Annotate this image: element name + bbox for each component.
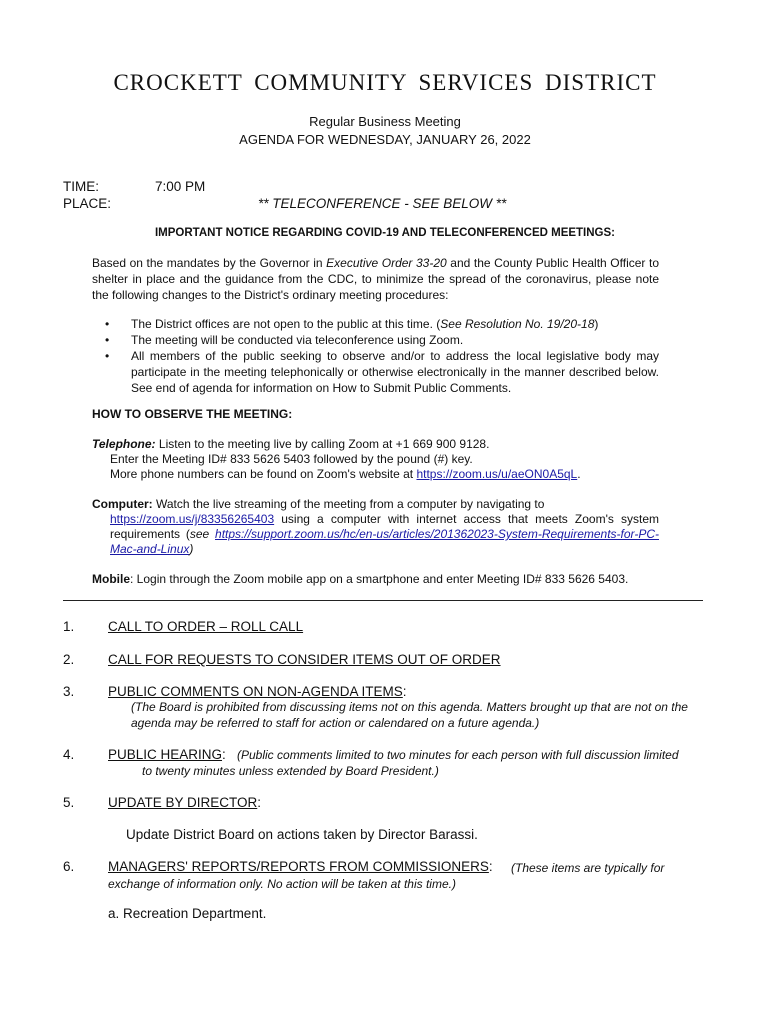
intro-text-b: and the County Public Health Officer to shelter in place and the guidance from the CDC, to minimize the spread of the coronavirus, please note the following changes to the District's ordinary meeting procedures: xyxy=(92,256,660,302)
resolution-ref: See Resolution No. 19/20-18 xyxy=(440,317,595,331)
item-4-note: (Public comments limited to two minutes for each person with full discussion limited xyxy=(237,748,679,762)
item-title-colon: : xyxy=(222,747,226,762)
zoom-phone-numbers-link[interactable]: https://zoom.us/u/aeON0A5qL xyxy=(416,467,578,481)
item-3-note: (The Board is prohibited from discussing items not on this agenda. Matters brought up that are not on the agenda may be referred to staff for action or calendared on a future agenda.) xyxy=(131,700,688,730)
notice-bullet-list xyxy=(105,316,659,396)
item-title: PUBLIC HEARING xyxy=(108,747,223,762)
notice-intro xyxy=(92,255,659,303)
mobile-block xyxy=(92,572,659,587)
item-number: 3. xyxy=(63,684,75,699)
item-number: 5. xyxy=(63,795,75,810)
item-4-note-cont: to twenty minutes unless extended by Board President.) xyxy=(142,764,439,778)
item-title: CALL TO ORDER – ROLL CALL xyxy=(108,619,304,634)
computer-text-b: using a computer with internet access that meets Zoom's system requirements ( xyxy=(110,512,659,541)
district-title: CROCKETT COMMUNITY SERVICES DISTRICT xyxy=(113,70,657,95)
intro-text-a: Based on the mandates by the Governor in xyxy=(92,256,327,270)
computer-label: Computer: xyxy=(92,497,153,511)
covid-notice-heading: IMPORTANT NOTICE REGARDING COVID-19 AND TELECONFERENCED MEETINGS: xyxy=(154,227,616,239)
telephone-line3: More phone numbers can be found on Zoom's website at xyxy=(110,467,417,481)
item-5-body: Update District Board on actions taken by Director Barassi. xyxy=(126,827,478,842)
zoom-meeting-link[interactable]: https://zoom.us/j/83356265403 xyxy=(110,512,275,526)
item-title-colon: : xyxy=(402,684,407,699)
item-title: PUBLIC COMMENTS ON NON-AGENDA ITEMS xyxy=(108,684,403,699)
mobile-label: Mobile xyxy=(92,572,130,586)
item-title: MANAGERS' REPORTS/REPORTS FROM COMMISSIONERS xyxy=(108,859,489,874)
executive-order-ref: Executive Order 33-20 xyxy=(326,256,447,270)
bullet2-text: The meeting will be conducted via teleconference using Zoom. xyxy=(131,333,464,347)
item-number: 6. xyxy=(63,859,75,874)
bullet1-text: The District offices are not open to the public at this time. ( xyxy=(131,317,441,331)
section-divider xyxy=(63,600,703,601)
item-number: 4. xyxy=(63,747,75,762)
item-6-note: (These items are typically for xyxy=(511,861,665,875)
item-title-colon: : xyxy=(488,859,493,874)
bullet1-close: ) xyxy=(594,317,599,331)
zoom-requirements-link[interactable]: https://support.zoom.us/hc/en-us/articles/201362023-System-Requirements-for-PC-Mac-and-Linux xyxy=(110,527,659,556)
telephone-line1: Listen to the meeting live by calling Zoom at +1 669 900 9128. xyxy=(155,437,490,451)
meeting-type: Regular Business Meeting xyxy=(309,114,461,129)
item-number: 1. xyxy=(63,619,75,634)
observe-heading: HOW TO OBSERVE THE MEETING: xyxy=(92,407,293,421)
telephone-block xyxy=(92,437,659,482)
item-title-colon: : xyxy=(257,795,262,810)
telephone-line2: Enter the Meeting ID# 833 5626 5403 followed by the pound (#) key. xyxy=(110,452,473,466)
item-6-note-cont: exchange of information only. No action will be taken at this time.) xyxy=(108,877,456,891)
place-label: PLACE: xyxy=(63,196,112,211)
item-title: UPDATE BY DIRECTOR xyxy=(108,795,258,810)
list-item xyxy=(105,348,659,396)
list-item xyxy=(105,316,659,332)
see-label: see xyxy=(189,527,216,541)
place-value: ** TELECONFERENCE - SEE BELOW ** xyxy=(258,196,507,211)
item-6-sub-a: a. Recreation Department. xyxy=(108,906,267,921)
computer-end: ) xyxy=(189,542,194,556)
list-item xyxy=(105,332,659,348)
agenda-date: AGENDA FOR WEDNESDAY, JANUARY 26, 2022 xyxy=(239,132,531,147)
telephone-end: . xyxy=(577,467,581,481)
telephone-label: Telephone: xyxy=(92,437,156,451)
time-value: 7:00 PM xyxy=(155,179,206,194)
bullet3-text: All members of the public seeking to observe and/or to address the local legislative body may participate in the meeting telephonically or otherwise electronically in the manner described below. See end of agenda for information on How to Submit Public Comments. xyxy=(131,349,659,395)
item-number: 2. xyxy=(63,652,75,667)
item-title: CALL FOR REQUESTS TO CONSIDER ITEMS OUT OF ORDER xyxy=(108,652,501,667)
computer-block xyxy=(92,497,659,557)
time-label: TIME: xyxy=(63,179,99,194)
computer-text-a: Watch the live streaming of the meeting from a computer by navigating to xyxy=(152,497,545,511)
mobile-text: : Login through the Zoom mobile app on a smartphone and enter Meeting ID# 833 5626 5403. xyxy=(130,572,629,586)
